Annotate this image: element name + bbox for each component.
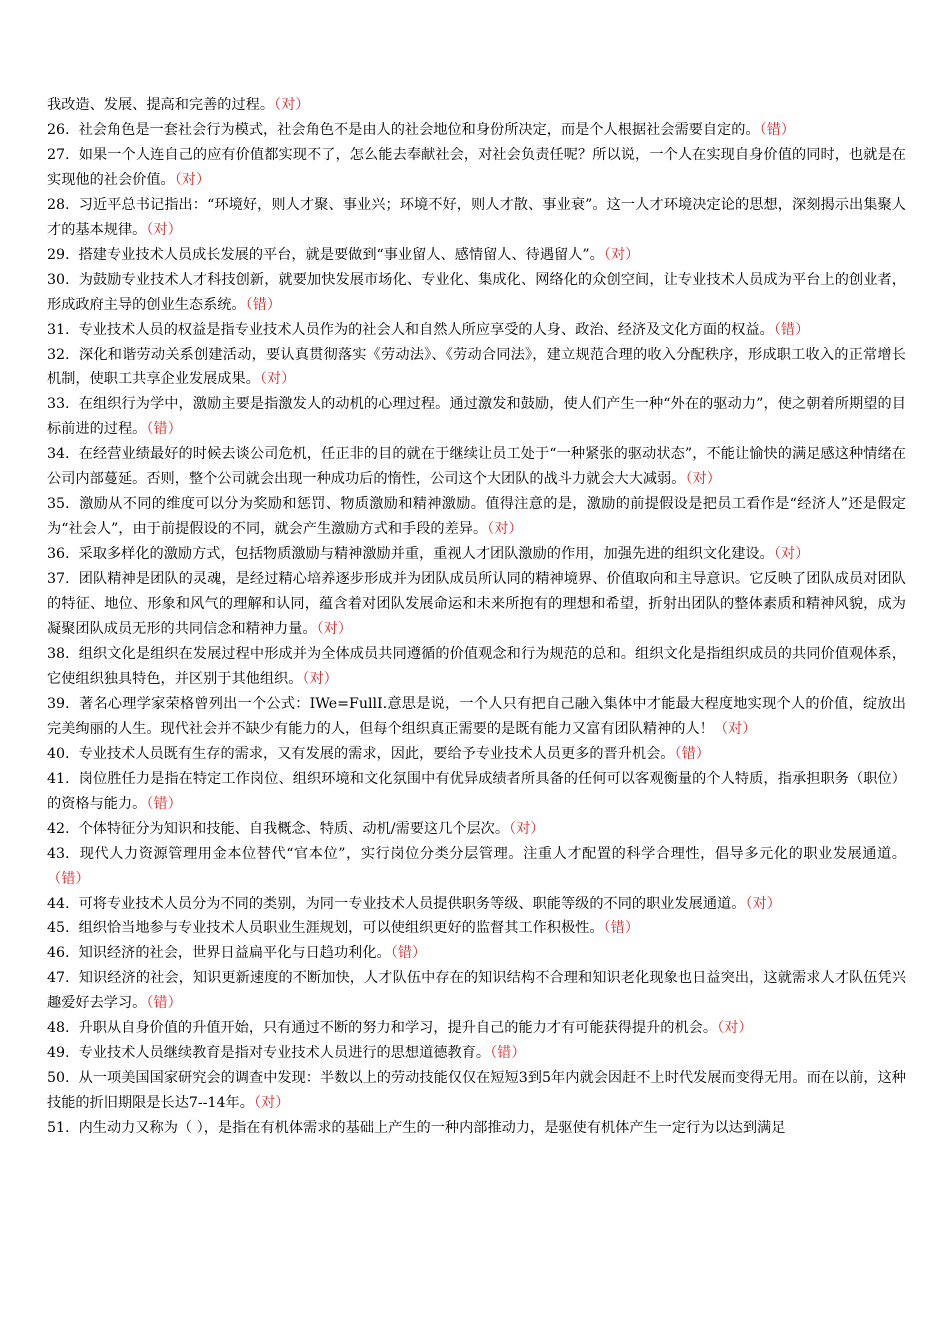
question-text: 专业技术人员继续教育是指对专业技术人员进行的思想道德教育。	[78, 1045, 491, 1062]
question-item	[47, 767, 906, 817]
question-text: 深化和谐劳动关系创建活动，要认真贯彻落实《劳动法》、《劳动合同法》，建立规范合理的收入分配秩序，形成职工收入的正常增长机制，使职工共享企业发展成果。	[47, 346, 906, 388]
question-text: 为鼓励专业技术人才科技创新，就要加快发展市场化、专业化、集成化、网络化的众创空间，让专业技术人员成为平台上的创业者，形成政府主导的创业生态系统。	[47, 271, 906, 313]
question-item	[47, 492, 906, 542]
question-number: 27.	[47, 146, 70, 163]
question-item	[47, 268, 906, 318]
question-text: 著名心理学家荣格曾列出一个公式：IWe=FullI.意思是说，一个人只有把自己融入集体中才能最大程度地实现个人的价值，绽放出完美绚丽的人生。现代社会并不缺少有能力的人，但每个组织真正需要的是既有能力又富有团队精神的人！	[47, 695, 906, 737]
answer-mark: （对）	[487, 521, 523, 538]
question-number: 38.	[47, 645, 70, 662]
answer-mark: （错）	[674, 745, 710, 762]
answer-mark: （对）	[745, 895, 781, 912]
answer-mark: （对）	[274, 97, 310, 113]
question-text: 采取多样化的激励方式，包括物质激励与精神激励并重，重视人才团队激励的作用，加强先进的组织文化建设。	[78, 546, 774, 563]
question-item	[47, 318, 906, 343]
question-number: 37.	[47, 571, 70, 588]
question-number: 31.	[47, 321, 70, 338]
answer-mark: （对）	[302, 670, 338, 687]
question-number: 32.	[47, 346, 70, 363]
question-text: 团队精神是团队的灵魂，是经过精心培养逐步形成并为团队成员所认同的精神境界、价值取向和主导意识。它反映了团队成员对团队的特征、地位、形象和风气的理解和认同，蕴含着对团队发展命运和未来所抱有的理想和希望，折射出团队的整体素质和精神风貌，成为凝聚团队成员无形的共同信念和精神力量。	[47, 571, 906, 638]
question-item	[47, 1066, 906, 1116]
question-number: 29.	[47, 246, 70, 263]
question-number: 33.	[47, 396, 70, 413]
question-item	[47, 1041, 906, 1066]
answer-mark: （对）	[174, 171, 211, 188]
question-item	[47, 916, 906, 941]
answer-mark: （对）	[713, 720, 757, 737]
question-item	[47, 392, 906, 442]
question-number: 34.	[47, 446, 70, 463]
question-number: 43.	[47, 845, 70, 862]
answer-mark: （对）	[316, 621, 353, 638]
question-item	[47, 343, 906, 393]
question-number: 28.	[47, 196, 70, 213]
question-text: 可将专业技术人员分为不同的类别，为同一专业技术人员提供职务等级、职能等级的不同的职业发展通道。	[78, 895, 746, 912]
question-number: 46.	[47, 945, 70, 962]
question-item	[47, 442, 906, 492]
answer-mark: （对）	[146, 221, 182, 238]
answer-mark: （错）	[146, 795, 182, 812]
question-item	[47, 742, 906, 767]
question-number: 48.	[47, 1020, 70, 1037]
answer-mark: （对）	[773, 546, 810, 563]
question-item	[47, 542, 906, 567]
answer-mark: （对）	[259, 371, 296, 388]
question-text: 激励从不同的维度可以分为奖励和惩罚、物质激励和精神激励。值得注意的是，激励的前提假设是把员工看作是“经济人”还是假定为“社会人”，由于前提假设的不同，就会产生激励方式和手段的差异。	[47, 496, 906, 538]
question-number: 50.	[47, 1070, 70, 1087]
question-text: 在组织行为学中，激励主要是指激发人的动机的心理过程。通过激发和鼓励，使人们产生一种“外在的驱动力”，使之朝着所期望的目标前进的过程。	[47, 396, 906, 438]
question-item	[47, 692, 906, 742]
answer-mark: （错）	[245, 296, 282, 313]
question-number: 35.	[47, 496, 70, 513]
answer-mark: （错）	[773, 321, 810, 338]
question-number: 45.	[47, 920, 70, 937]
answer-mark: （错）	[759, 121, 796, 138]
question-text: 习近平总书记指出：“环境好，则人才聚、事业兴；环境不好，则人才散、事业衰”。这一人才环境决定论的思想，深刻揭示出集聚人才的基本规律。	[47, 196, 906, 238]
question-text: 我改造、发展、提高和完善的过程。	[47, 97, 275, 113]
question-item	[47, 193, 906, 243]
answer-mark: （对）	[685, 471, 721, 488]
question-text: 搭建专业技术人员成长发展的平台，就是要做到“事业留人、感情留人、待遇留人”。	[78, 246, 604, 263]
question-text: 组织文化是组织在发展过程中形成并为全体成员共同遵循的价值观念和行为规范的总和。组织文化是指组织成员的共同价值观体系，它使组织独具特色，并区别于其他组织。	[47, 645, 906, 687]
question-text: 知识经济的社会，知识更新速度的不断加快，人才队伍中存在的知识结构不合理和知识老化现象也日益突出，这就需求人才队伍凭兴趣爱好去学习。	[47, 970, 906, 1012]
question-text: 从一项美国国家研究会的调查中发现：半数以上的劳动技能仅仅在短短3到5年内就会因赶不上时代发展而变得无用。而在以前，这种技能的折旧期限是长达7--14年。	[47, 1070, 906, 1112]
answer-mark: （对）	[603, 246, 640, 263]
answer-mark: （错）	[490, 1045, 526, 1062]
question-number: 26.	[47, 121, 70, 138]
question-text: 如果一个人连自己的应有价值都实现不了，怎么能去奉献社会，对社会负责任呢？所以说，一个人在实现自身价值的同时，也就是在实现他的社会价值。	[47, 146, 906, 188]
question-item	[47, 842, 906, 892]
question-text: 专业技术人员的权益是指专业技术人员作为的社会人和自然人所应享受的人身、政治、经济及文化方面的权益。	[78, 321, 774, 338]
answer-mark: （错）	[603, 920, 640, 937]
question-number: 40.	[47, 745, 70, 762]
question-number: 42.	[47, 820, 70, 837]
question-number: 41.	[47, 770, 70, 787]
answer-mark: （对）	[509, 820, 545, 837]
question-list	[47, 93, 906, 1141]
question-text: 组织恰当地参与专业技术人员职业生涯规划，可以使组织更好的监督其工作积极性。	[78, 920, 604, 937]
question-item	[47, 567, 906, 642]
answer-mark: （错）	[146, 421, 182, 438]
question-text: 社会角色是一套社会行为模式，社会角色不是由人的社会地位和身份所决定，而是个人根据社会需要自定的。	[78, 121, 760, 138]
question-number: 39.	[47, 695, 70, 712]
question-text: 个体特征分为知识和技能、自我概念、特质、动机/需要这几个层次。	[78, 820, 510, 837]
answer-mark: （错）	[390, 945, 427, 962]
question-item	[47, 966, 906, 1016]
question-number: 36.	[47, 546, 70, 563]
question-text: 专业技术人员既有生存的需求，又有发展的需求，因此，要给予专业技术人员更多的晋升机会。	[78, 745, 675, 762]
question-number: 44.	[47, 895, 70, 912]
question-text: 内生动力又称为（ ），是指在有机体需求的基础上产生的一种内部推动力，是驱使有机体产生一定行为以达到满足	[78, 1120, 786, 1137]
question-item	[47, 1016, 906, 1041]
question-text: 现代人力资源管理用金本位替代“官本位”，实行岗位分类分层管理。注重人才配置的科学合理性，倡导多元化的职业发展通道。	[79, 845, 906, 862]
question-number: 30.	[47, 271, 70, 288]
question-item	[47, 817, 906, 842]
question-item	[47, 941, 906, 966]
question-item	[47, 143, 906, 193]
question-text: 升职从自身价值的升值开始，只有通过不断的努力和学习，提升自己的能力才有可能获得提升的机会。	[78, 1020, 718, 1037]
answer-mark: （对）	[253, 1095, 290, 1112]
answer-mark: （错）	[146, 995, 182, 1012]
question-text: 在经营业绩最好的时候去谈公司危机，任正非的目的就在于继续让员工处于“一种紧张的驱动状态”，不能让愉快的满足感这种情绪在公司内部蔓延。否则，整个公司就会出现一种成功后的惰性，公司这个大团队的战斗力就会大大减弱。	[47, 446, 906, 488]
question-item	[47, 892, 906, 917]
question-text: 知识经济的社会，世界日益扁平化与日趋功利化。	[78, 945, 391, 962]
question-item	[47, 642, 906, 692]
question-item	[47, 243, 906, 268]
question-number: 49.	[47, 1045, 70, 1062]
question-item	[47, 1116, 906, 1141]
question-item	[47, 93, 906, 118]
question-item	[47, 118, 906, 143]
question-text: 岗位胜任力是指在特定工作岗位、组织环境和文化氛围中有优异成绩者所具备的任何可以客观衡量的个人特质，指承担职务（职位）的资格与能力。	[47, 770, 906, 812]
question-number: 51.	[47, 1120, 70, 1137]
answer-mark: （错）	[47, 870, 90, 887]
question-number: 47.	[47, 970, 70, 987]
answer-mark: （对）	[717, 1020, 753, 1037]
